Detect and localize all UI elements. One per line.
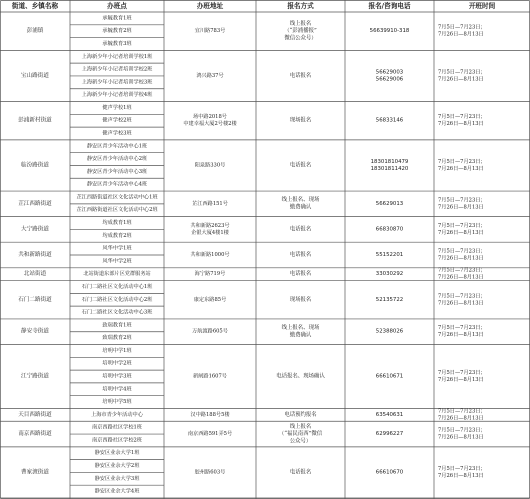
signup-method: 电话报名 — [289, 226, 312, 233]
signup-method: 电话报名 — [289, 271, 312, 278]
training-point: 南京西路社区学校2班 — [92, 437, 142, 444]
address: 海宁路719号 — [194, 271, 226, 278]
phone-number: 56629006 — [375, 76, 404, 83]
phone-number: 66830870 — [375, 226, 404, 233]
street-name: 曹家渡街道 — [21, 469, 49, 476]
signup-method: 电话报名、现场确认 — [276, 373, 325, 380]
training-point: 上海市青少年活动中心 — [91, 411, 143, 418]
phone-number: 66610670 — [375, 469, 404, 476]
class-dates: 7月5日—7月23日； — [438, 325, 486, 332]
address: 阳泉路330号 — [194, 162, 226, 169]
training-point: 致瑞教育2班 — [102, 335, 132, 342]
address: 南京西路591弄5号 — [187, 431, 233, 438]
phone-number: 18301810479 — [370, 158, 409, 165]
class-dates: 7月26日—8月13日 — [438, 165, 484, 172]
class-dates: 7月5日—7月23日； — [438, 114, 486, 121]
street-name: 北站街道 — [23, 271, 47, 278]
class-dates: 7月5日—7月23日； — [438, 293, 486, 300]
signup-method: 电话报名 — [289, 469, 312, 476]
address: 胶州路603号 — [194, 469, 226, 476]
class-dates: 7月26日—8月13日 — [438, 472, 484, 479]
signup-method: 现场报名 — [289, 117, 312, 124]
street-name: 天目西路街道 — [18, 411, 52, 418]
address: 中建幸福大厦2号楼2楼 — [183, 121, 237, 128]
training-point: 芷江西路街道社区文化活动中心1班 — [76, 194, 158, 201]
training-point: 南京西路社区学校1班 — [92, 424, 142, 431]
class-dates: 7月26日—8月13日 — [438, 300, 484, 307]
signup-method: 公众号） — [289, 438, 312, 445]
class-dates: 7月5日—7月23日； — [438, 427, 486, 434]
training-point: 上海新少年小记者培训学校4班 — [81, 92, 153, 99]
signup-method: 缴费确认 — [289, 332, 312, 339]
training-point: 致瑞教育1班 — [102, 322, 132, 329]
signup-method: 线上报名 — [289, 423, 312, 430]
class-dates: 7月26日—8月13日 — [438, 31, 484, 38]
header-address: 办班地址 — [196, 2, 224, 10]
signup-method: 缴费确认 — [289, 204, 312, 211]
signup-method: 电话报名 — [289, 72, 312, 79]
street-name: 彭浦新村街道 — [18, 117, 52, 124]
training-point: 静安区青少年活动中心3班 — [86, 168, 148, 175]
training-point: 北站街道东部片区党群服务站 — [83, 271, 151, 278]
signup-method: 电话预约报名 — [284, 411, 317, 418]
address: 万航渡路605号 — [192, 328, 228, 335]
training-point: 上海新少年小记者培训学校3班 — [81, 79, 153, 86]
training-point: 石门二路社区文化活动中心3班 — [81, 309, 153, 316]
phone-number: 56639910-318 — [369, 28, 410, 35]
address: 共和新路1000号 — [190, 252, 230, 258]
class-dates: 7月5日—7月23日； — [438, 267, 486, 274]
header-point: 办班点 — [107, 2, 127, 10]
class-dates: 7月26日—8月13日 — [438, 229, 484, 236]
address: 宜川路783号 — [194, 28, 226, 35]
class-dates: 7月5日—7月23日； — [438, 465, 486, 472]
address: 汉中路188号5楼 — [190, 411, 230, 418]
training-point: 培明中学4班 — [102, 386, 132, 393]
street-name: 石门二路街道 — [18, 296, 52, 303]
signup-method: 现场报名 — [289, 296, 312, 303]
street-name: 江宁路街道 — [21, 373, 49, 380]
phone-number: 55152201 — [375, 252, 404, 258]
address: 共和新路2623号 — [190, 222, 230, 229]
training-point: 静安区业余大学1班 — [94, 450, 140, 457]
signup-method: （“福民南西”微信 — [278, 431, 323, 438]
class-dates: 7月5日—7月23日； — [438, 408, 486, 415]
training-point: 承毓教育1班 — [102, 15, 132, 22]
signup-method: 线上报名 — [289, 20, 312, 27]
address: 芷江西路151号 — [192, 200, 228, 207]
training-point: 风华中学1班 — [102, 245, 132, 252]
signup-method: 电话报名 — [289, 162, 312, 169]
class-dates: 7月5日—7月23日； — [438, 158, 486, 165]
address: 鸿兴路37号 — [196, 72, 224, 79]
street-name: 共和新路街道 — [18, 252, 52, 258]
phone-number: 62996227 — [375, 431, 404, 438]
street-name: 静安寺街道 — [21, 328, 49, 335]
header-street: 街道、乡镇名称 — [11, 2, 59, 10]
street-name: 大宁路街道 — [21, 226, 49, 233]
header-phone: 报名/咨询电话 — [368, 2, 411, 10]
class-dates: 7月26日—8月13日 — [438, 255, 484, 262]
signup-method: 电话报名 — [289, 252, 312, 258]
training-point: 承毓教育2班 — [102, 28, 132, 35]
training-point: 石门二路社区文化活动中心2班 — [81, 296, 153, 303]
class-dates: 7月5日—7月23日； — [438, 24, 486, 31]
signup-method: 微信公众号） — [284, 35, 317, 42]
training-point: 石门二路社区文化活动中心1班 — [81, 283, 153, 290]
training-point: 芷江西路街道社区文化活动中心2班 — [76, 207, 158, 214]
phone-number: 56629013 — [375, 200, 404, 207]
signup-method: 线上报名、现场 — [281, 197, 320, 204]
class-dates: 7月26日—8月13日 — [438, 332, 484, 339]
training-point: 静安区业余大学3班 — [94, 475, 140, 482]
training-point: 静安区业余大学4班 — [94, 488, 140, 495]
training-point: 健声学校3班 — [102, 130, 132, 137]
class-dates: 7月26日—8月13日 — [438, 204, 484, 211]
phone-number: 63540631 — [375, 411, 404, 418]
training-point: 健声学校1班 — [102, 104, 132, 111]
training-point: 静安区青少年活动中心1班 — [86, 143, 148, 150]
class-dates: 7月26日—8月13日 — [438, 434, 484, 441]
phone-number: 66610671 — [375, 373, 404, 380]
training-point: 上海新少年小记者培训学校2班 — [81, 66, 153, 73]
class-dates: 7月5日—7月23日； — [438, 222, 486, 229]
class-dates: 7月5日—7月23日； — [438, 197, 486, 204]
training-point: 风华中学2班 — [102, 258, 132, 265]
training-point: 培明中学2班 — [102, 360, 132, 367]
training-point: 培明中学5班 — [102, 399, 132, 406]
training-point: 均成教育2班 — [102, 232, 132, 239]
address: 康定东路85号 — [193, 296, 227, 303]
phone-number: 56833146 — [375, 117, 404, 124]
training-point: 健声学校2班 — [102, 117, 132, 124]
address: 场中路2018号 — [193, 114, 227, 121]
address: 新闸路1607号 — [193, 373, 227, 380]
class-dates: 7月26日—8月13日 — [438, 121, 484, 128]
class-dates: 7月5日—7月23日； — [438, 69, 486, 76]
phone-number: 18301811420 — [370, 166, 409, 173]
training-point: 均成教育1班 — [102, 220, 132, 227]
signup-method: 线上报名、现场 — [281, 325, 320, 332]
training-point: 静安区青少年活动中心4班 — [86, 181, 148, 188]
phone-number: 52388026 — [375, 328, 404, 335]
training-point: 培明中学3班 — [102, 373, 132, 380]
street-name: 南京西路街道 — [18, 431, 52, 438]
street-name: 宝山路街道 — [21, 72, 49, 79]
class-dates: 7月26日—8月13日 — [438, 76, 484, 83]
header-time: 开班时间 — [468, 2, 496, 10]
phone-number: 33030292 — [375, 271, 404, 278]
class-dates: 7月26日—8月13日 — [438, 377, 484, 384]
class-dates: 7月26日—8月13日 — [438, 274, 484, 281]
street-name: 芷江西路街道 — [18, 200, 52, 207]
class-dates: 7月26日—8月13日 — [438, 415, 484, 422]
phone-number: 52135722 — [375, 296, 404, 303]
training-point: 上海新少年小记者培训学校1班 — [81, 53, 153, 60]
phone-number: 56629003 — [375, 69, 404, 76]
training-point: 静安区业余大学2班 — [94, 463, 140, 470]
address: 企银大厦4楼1楼 — [191, 229, 229, 236]
class-dates: 7月5日—7月23日； — [438, 248, 486, 255]
street-name: 彭浦镇 — [26, 28, 44, 35]
training-point: 培明中学1班 — [102, 347, 132, 354]
street-name: 临汾路街道 — [21, 162, 49, 169]
header-method: 报名方式 — [287, 2, 314, 10]
training-point: 静安区青少年活动中心2班 — [86, 156, 148, 163]
class-dates: 7月5日—7月23日； — [438, 369, 486, 376]
training-point: 承毓教育3班 — [102, 40, 132, 47]
signup-method: （“彭浦播报” — [284, 28, 317, 35]
